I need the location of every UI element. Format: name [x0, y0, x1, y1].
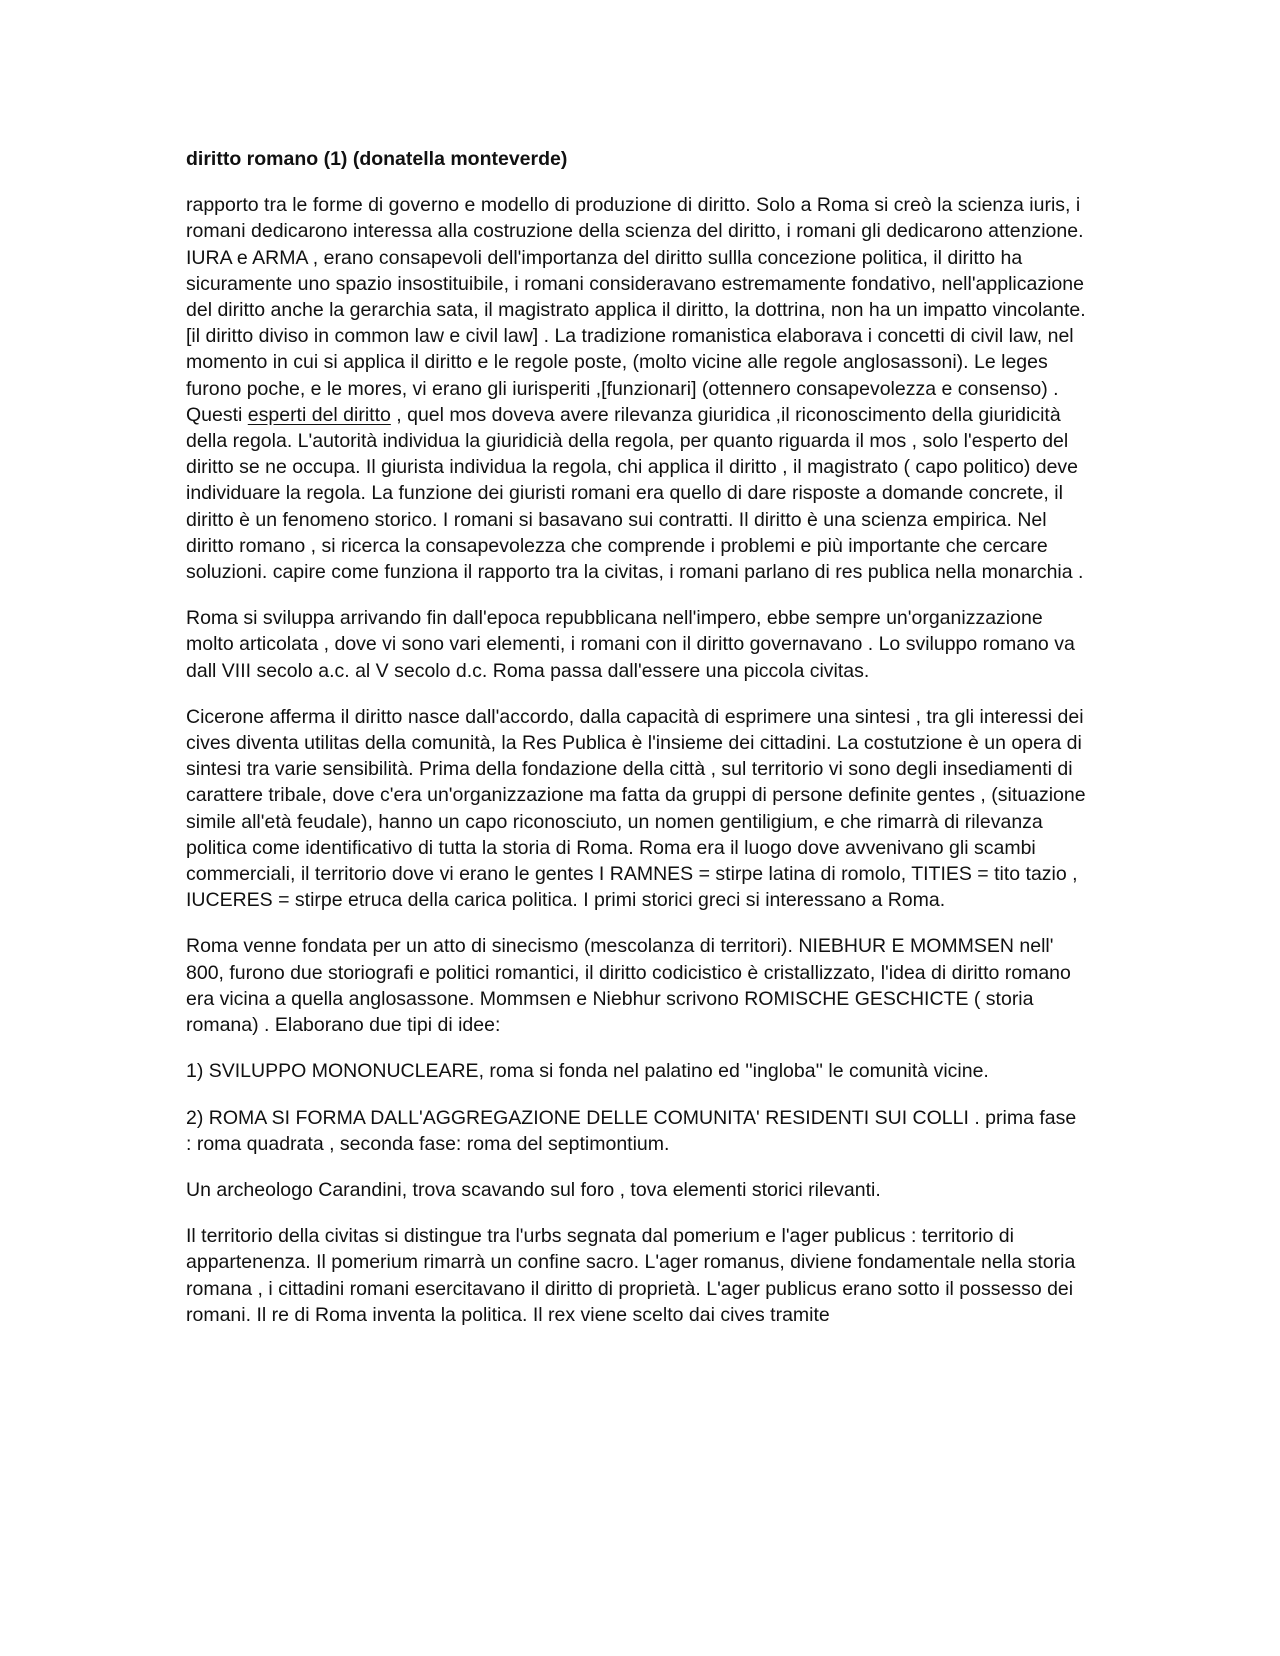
list-item-2: 2) ROMA SI FORMA DALL'AGGREGAZIONE DELLE COMUNITA' RESIDENTI SUI COLLI . prima fase : roma quadrata , seconda fase: roma del septimontium. [186, 1106, 1077, 1155]
paragraph-1-text-a: rapporto tra le forme di governo e modello di produzione di diritto. Solo a Roma si creò la scienza iuris, i romani dedicarono interessa alla costruzione della scienza del diritto, i romani gli dedicarono attenzione. IURA e ARMA , erano consapevoli dell'importanza del diritto sullla concezione politica, il diritto ha sicuramente uno spazio insostituibile, i romani consideravano estremamente fondativo, nell'applicazione del diritto anche la gerarchia sata, il magistrato applica il diritto, la dottrina, non ha un impatto vincolante. [il diritto diviso in common law e civil law] . La tradizione romanistica elaborava i concetti di civil law, nel momento in cui si applica il diritto e le regole poste, (molto vicine alle regole anglosassoni). Le leges furono poche, e le mores, vi erano gli iurisperiti ,[funzionari] (ottennero consapevolezza e consenso) . Questi [186, 194, 1086, 426]
underlined-phrase: esperti del diritto [247, 403, 391, 426]
paragraph-3: Cicerone afferma il diritto nasce dall'accordo, dalla capacità di esprimere una sintesi , tra gli interessi dei cives diventa utilitas della comunità, la Res Publica è l'insieme dei cittadini. La costutzione è un opera di sintesi tra varie sensibilità. Prima della fondazione della città , sul territorio vi sono degli insediamenti di carattere tribale, dove c'era un'organizzazione ma fatta da gruppi di persone definite gentes , (situazione simile all'età feudale), hanno un capo riconosciuto, un nomen gentiligium, e che rimarrà di rilevanza politica come identificativo di tutta la storia di Roma. Roma era il luogo dove avvenivano gli scambi commerciali, il territorio dove vi erano le gentes I RAMNES = stirpe latina di romolo, TITIES = tito tazio , IUCERES = stirpe etruca della carica politica. I primi storici greci si interessano a Roma. [186, 705, 1086, 912]
paragraph-4: Roma venne fondata per un atto di sinecismo (mescolanza di territori). NIEBHUR E MOMMSEN nell' 800, furono due storiografi e politici romantici, il diritto codicistico è cristallizzato, l'idea di diritto romano era vicina a quella anglosassone. Mommsen e Niebhur scrivono ROMISCHE GESCHICTE ( storia romana) . Elaborano due tipi di idee: [186, 935, 1071, 1037]
document-page [186, 146, 1086, 1348]
paragraph-1 [186, 192, 1086, 585]
paragraph-7: Un archeologo Carandini, trova scavando sul foro , tova elementi storici rilevanti. [186, 1178, 881, 1201]
paragraph-2: Roma si sviluppa arrivando fin dall'epoca repubblicana nell'impero, ebbe sempre un'organizzazione molto articolata , dove vi sono vari elementi, i romani con il diritto governavano . Lo sviluppo romano va dall VIII secolo a.c. al V secolo d.c. Roma passa dall'essere una piccola civitas. [186, 607, 1075, 682]
list-item-1: 1) SVILUPPO MONONUCLEARE, roma si fonda nel palatino ed ''ingloba'' le comunità vicine. [186, 1060, 989, 1083]
paragraph-8: Il territorio della civitas si distingue tra l'urbs segnata dal pomerium e l'ager publicus : territorio di appartenenza. Il pomerium rimarrà un confine sacro. L'ager romanus, diviene fondamentale nella storia romana , i cittadini romani esercitavano il diritto di proprietà. L'ager publicus erano sotto il possesso dei romani. Il re di Roma inventa la politica. Il rex viene scelto dai cives tramite [186, 1225, 1076, 1326]
document-title: diritto romano (1) (donatella monteverde) [186, 148, 568, 170]
paragraph-1-text-b: , quel mos doveva avere rilevanza giuridica ,il riconoscimento della giuridicità della regola. L'autorità individua la giuridicià della regola, per quanto riguarda il mos , solo l'esperto del diritto se ne occupa. Il giurista individua la regola, chi applica il diritto , il magistrato ( capo politico) deve individuare la regola. La funzione dei giuristi romani era quello di dare risposte a domande concrete, il diritto è un fenomeno storico. I romani si basavano sui contratti. Il diritto è una scienza empirica. Nel diritto romano , si ricerca la consapevolezza che comprende i problemi e più importante che cercare soluzioni. capire come funziona il rapporto tra la civitas, i romani parlano di res publica nella monarchia . [186, 403, 1084, 584]
